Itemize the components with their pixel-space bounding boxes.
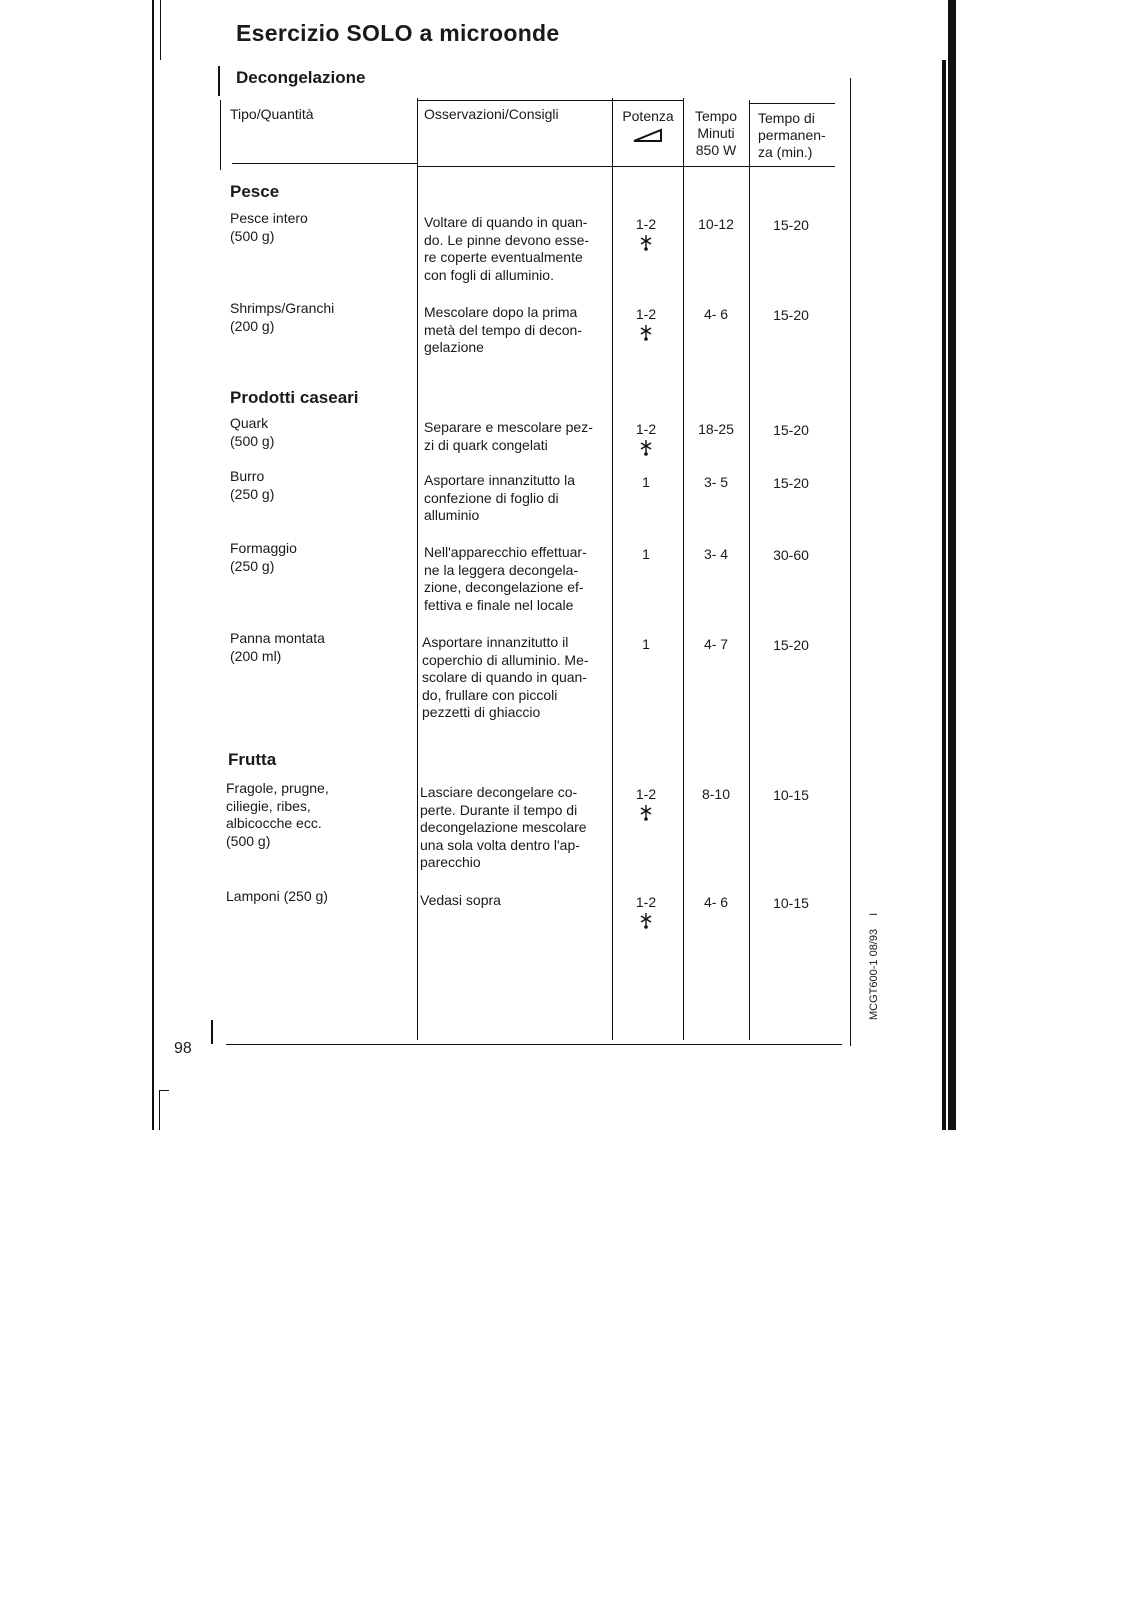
column-divider-1 bbox=[417, 98, 418, 1040]
notes-cell bbox=[420, 892, 501, 910]
food-type-line: (500 g) bbox=[230, 227, 275, 244]
header-notes: Osservazioni/Consigli bbox=[424, 106, 559, 122]
header-bottom-line bbox=[417, 166, 835, 167]
food-type-cell bbox=[230, 300, 334, 335]
power-value: 1-2 bbox=[635, 421, 657, 437]
power-cell bbox=[616, 894, 676, 929]
document-code-text: MCGT600-1 08/93 bbox=[868, 928, 880, 1020]
notes-cell bbox=[420, 784, 587, 872]
snowflake-icon bbox=[639, 803, 653, 821]
header-standing-line: za (min.) bbox=[758, 144, 813, 160]
snowflake-icon bbox=[639, 323, 653, 341]
document-code bbox=[868, 913, 880, 1020]
table-border-left-bottom bbox=[211, 1020, 213, 1044]
power-value: 1-2 bbox=[635, 306, 657, 322]
left-margin-line bbox=[152, 0, 154, 1130]
column-divider-2 bbox=[612, 98, 613, 1040]
power-value: 1 bbox=[642, 474, 650, 490]
food-type-cell bbox=[230, 540, 297, 575]
notes-line: do. Le pinne devono esse- bbox=[424, 231, 590, 248]
header-standing-line: permanen- bbox=[758, 127, 826, 143]
notes-line: fettiva e finale nel locale bbox=[424, 596, 574, 613]
time-cell: 3- 5 bbox=[703, 474, 729, 490]
food-type-line: Formaggio bbox=[230, 540, 297, 556]
category-heading: Prodotti caseari bbox=[230, 388, 359, 407]
power-value: 1-2 bbox=[635, 894, 657, 910]
table-border-right bbox=[850, 78, 851, 1046]
side-mark: I bbox=[868, 912, 880, 916]
time-cell: 18-25 bbox=[698, 421, 734, 437]
header-standing-line: Tempo di bbox=[758, 110, 815, 126]
standing-time-cell: 30-60 bbox=[773, 547, 809, 563]
notes-cell bbox=[422, 634, 589, 722]
time-cell: 3- 4 bbox=[703, 546, 729, 562]
power-value: 1 bbox=[642, 636, 650, 652]
power-cell bbox=[616, 636, 676, 653]
page-title: Esercizio SOLO a microonde bbox=[236, 20, 560, 46]
notes-line: Lasciare decongelare co- bbox=[420, 784, 578, 800]
notes-line: Nell'apparecchio effettuar- bbox=[424, 544, 587, 560]
food-type-line: (500 g) bbox=[226, 832, 271, 849]
time-cell: 10-12 bbox=[698, 216, 734, 232]
table-bottom-line bbox=[226, 1044, 842, 1045]
food-type-cell bbox=[230, 630, 325, 665]
power-cell bbox=[616, 474, 676, 491]
notes-line: scolare di quando in quan- bbox=[422, 669, 588, 685]
notes-line: zi di quark congelati bbox=[424, 436, 548, 453]
header-top-line-right bbox=[749, 103, 835, 104]
snowflake-icon bbox=[639, 438, 653, 456]
header-time-line: Tempo bbox=[694, 108, 738, 124]
left-bracket-mark bbox=[159, 1090, 160, 1130]
power-cell bbox=[616, 421, 676, 456]
standing-time-cell: 15-20 bbox=[773, 217, 809, 233]
category-heading: Pesce bbox=[230, 182, 280, 201]
standing-time-cell: 15-20 bbox=[773, 422, 809, 438]
scan-edge-right-thin bbox=[942, 60, 946, 1130]
time-cell: 4- 6 bbox=[703, 894, 729, 910]
column-divider-3 bbox=[683, 98, 684, 1040]
food-type-line: (200 g) bbox=[230, 317, 275, 334]
food-type-line: Lamponi (250 g) bbox=[226, 888, 328, 904]
notes-line: Separare e mescolare pez- bbox=[424, 419, 593, 435]
header-time-line: Minuti bbox=[697, 125, 735, 141]
notes-line: do, frullare con piccoli bbox=[422, 686, 558, 703]
notes-line: alluminio bbox=[424, 507, 480, 523]
table-border-left bbox=[220, 100, 221, 170]
category-heading: Frutta bbox=[228, 750, 277, 769]
food-type-line: Burro bbox=[230, 468, 265, 484]
notes-line: Voltare di quando in quan- bbox=[424, 214, 588, 230]
food-type-line: Shrimps/Granchi bbox=[230, 300, 335, 316]
notes-line: coperchio di alluminio. Me- bbox=[422, 651, 589, 668]
notes-line: re coperte eventualmente bbox=[424, 249, 583, 265]
notes-cell bbox=[424, 304, 582, 357]
notes-line: metà del tempo di decon- bbox=[424, 321, 582, 338]
food-type-line: Quark bbox=[230, 415, 269, 431]
header-time bbox=[688, 108, 744, 159]
food-type-cell bbox=[230, 210, 308, 245]
notes-line: ne la leggera decongela- bbox=[424, 561, 579, 578]
time-cell: 4- 6 bbox=[703, 306, 729, 322]
notes-line: con fogli di alluminio. bbox=[424, 266, 554, 283]
food-type-cell bbox=[230, 468, 274, 503]
header-standing-time bbox=[758, 110, 826, 161]
power-value: 1-2 bbox=[635, 786, 657, 802]
food-type-line: Fragole, prugne, bbox=[226, 780, 329, 796]
header-top-line bbox=[417, 100, 683, 101]
left-margin-line-2 bbox=[160, 0, 161, 60]
food-type-line: albicocche ecc. bbox=[226, 815, 322, 831]
notes-cell bbox=[424, 419, 593, 454]
power-value: 1 bbox=[642, 546, 650, 562]
column-divider-4 bbox=[749, 100, 750, 1040]
notes-cell bbox=[424, 544, 587, 614]
section-marker-line bbox=[218, 66, 220, 96]
scan-edge-right bbox=[948, 0, 956, 1130]
food-type-line: (500 g) bbox=[230, 432, 275, 449]
notes-line: parecchio bbox=[420, 854, 481, 870]
time-cell: 4- 7 bbox=[703, 636, 729, 652]
header-time-line: 850 W bbox=[695, 142, 737, 158]
notes-line: gelazione bbox=[424, 339, 484, 355]
notes-line: Asportare innanzitutto il bbox=[422, 634, 569, 650]
power-cell bbox=[616, 786, 676, 821]
notes-line: Mescolare dopo la prima bbox=[424, 304, 578, 320]
notes-line: una sola volta dentro l'ap- bbox=[420, 836, 580, 853]
food-type-line: ciliegie, ribes, bbox=[226, 797, 311, 814]
notes-line: pezzetti di ghiaccio bbox=[422, 704, 541, 720]
notes-line: decongelazione mescolare bbox=[420, 819, 587, 835]
snowflake-icon bbox=[639, 233, 653, 251]
food-type-line: Pesce intero bbox=[230, 210, 308, 226]
standing-time-cell: 10-15 bbox=[773, 895, 809, 911]
notes-cell bbox=[424, 472, 575, 525]
standing-time-cell: 15-20 bbox=[773, 637, 809, 653]
notes-line: confezione di foglio di bbox=[424, 489, 559, 506]
snowflake-icon bbox=[639, 911, 653, 929]
header-type: Tipo/Quantità bbox=[230, 106, 314, 122]
food-type-line: (250 g) bbox=[230, 557, 275, 574]
standing-time-cell: 15-20 bbox=[773, 475, 809, 491]
left-bracket-mark-top bbox=[159, 1090, 169, 1091]
notes-line: perte. Durante il tempo di bbox=[420, 801, 578, 818]
standing-time-cell: 10-15 bbox=[773, 787, 809, 803]
standing-time-cell: 15-20 bbox=[773, 307, 809, 323]
food-type-line: (200 ml) bbox=[230, 647, 282, 664]
time-cell: 8-10 bbox=[701, 786, 731, 802]
notes-line: Vedasi sopra bbox=[420, 892, 501, 908]
power-level-icon bbox=[631, 127, 665, 143]
food-type-cell bbox=[226, 888, 328, 906]
food-type-cell bbox=[226, 780, 329, 850]
food-type-line: Panna montata bbox=[230, 630, 325, 646]
section-title: Decongelazione bbox=[236, 68, 366, 87]
notes-line: Asportare innanzitutto la bbox=[424, 472, 575, 488]
power-value: 1-2 bbox=[635, 216, 657, 232]
power-cell bbox=[616, 546, 676, 563]
food-type-line: (250 g) bbox=[230, 485, 275, 502]
food-type-cell bbox=[230, 415, 274, 450]
notes-line: zione, decongelazione ef- bbox=[424, 579, 584, 595]
notes-cell bbox=[424, 214, 589, 284]
header-bottom-line-left bbox=[232, 163, 417, 164]
power-cell bbox=[616, 216, 676, 251]
header-power-label: Potenza bbox=[622, 108, 674, 124]
header-power bbox=[616, 108, 680, 148]
power-cell bbox=[616, 306, 676, 341]
page-number: 98 bbox=[174, 1040, 192, 1057]
